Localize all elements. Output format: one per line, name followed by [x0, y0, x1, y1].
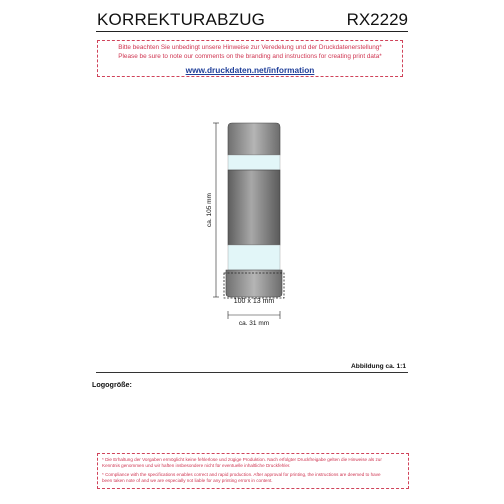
notice-line-en: Please be sure to note our comments on the branding and instructions for creating print data* — [118, 53, 382, 60]
width-label: ca. 31 mm — [238, 320, 270, 327]
lower-band — [228, 245, 280, 270]
print-area-label: 100 x 13 mm — [233, 298, 275, 305]
disclaimer-line-1: * Die Erhaltung der Vorgaben ermöglicht keine fehlerlose und zügige Produktion. Nach erfolgter Druckfreigabe gelten die Hinweise als zur — [102, 457, 382, 462]
main-body — [228, 170, 280, 245]
disclaimer-line-3: * Compliance with the specifications enables correct and rapid production. After approval for printing, the instructions are deemed to have — [102, 472, 381, 477]
product-code: RX2229 — [346, 10, 408, 29]
section-divider — [96, 372, 408, 373]
height-label: ca. 105 mm — [206, 193, 213, 227]
disclaimer-line-2: Kenntnis genommen und wir haften insbesondere nicht für eventuelle inhaltliche Druckfehler. — [102, 463, 291, 468]
upper-band — [228, 155, 280, 170]
scale-label: Abbildung ca. 1:1 — [351, 363, 406, 370]
page-title: KORREKTURABZUG — [97, 10, 266, 29]
notice-box-top — [97, 40, 403, 77]
notice-box-bottom — [97, 453, 409, 489]
disclaimer-line-4: been taken note of and we are especially not liable for any printing errors in content. — [102, 478, 273, 483]
bottom-cap — [226, 270, 282, 297]
header-divider — [96, 31, 408, 32]
information-link[interactable]: www.druckdaten.net/information — [185, 65, 315, 75]
notice-line-de: Bitte beachten Sie unbedingt unsere Hinweise zur Veredelung und der Druckdatenerstellung* — [118, 44, 382, 51]
product-drawing-svg — [180, 115, 320, 335]
product-drawing — [180, 115, 320, 335]
top-cap — [228, 123, 280, 155]
logo-size-label: Logogröße: — [92, 380, 132, 389]
